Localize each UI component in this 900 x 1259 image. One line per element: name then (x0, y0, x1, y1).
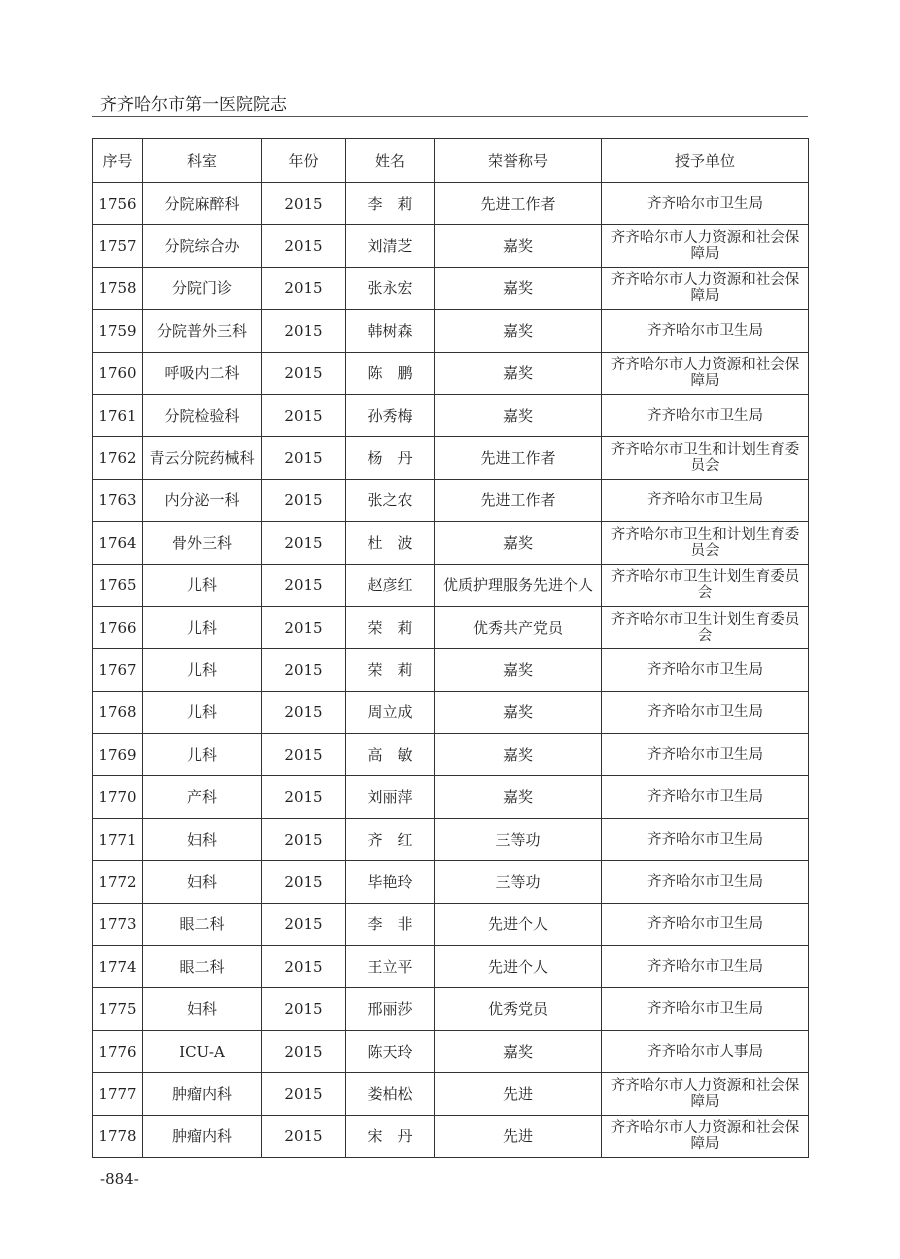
header-rule (92, 116, 808, 117)
cell-year: 2015 (262, 988, 346, 1030)
cell-year: 2015 (262, 310, 346, 352)
table-row (93, 394, 809, 436)
cell-name: 荣 莉 (346, 606, 435, 648)
cell-number: 1756 (93, 183, 143, 225)
table-row (93, 1115, 809, 1157)
cell-year: 2015 (262, 818, 346, 860)
cell-awarding-unit: 齐齐哈尔市卫生和计划生育委员会 (602, 437, 809, 479)
cell-awarding-unit: 齐齐哈尔市卫生局 (602, 818, 809, 860)
cell-year: 2015 (262, 1030, 346, 1072)
cell-honor: 先进个人 (435, 903, 602, 945)
cell-year: 2015 (262, 734, 346, 776)
cell-name: 刘清芝 (346, 225, 435, 267)
cell-number: 1760 (93, 352, 143, 394)
cell-name: 齐 红 (346, 818, 435, 860)
table-row (93, 606, 809, 648)
column-header-year: 年份 (262, 139, 346, 183)
cell-department: 分院普外三科 (143, 310, 262, 352)
table-row (93, 861, 809, 903)
column-header-honor: 荣誉称号 (435, 139, 602, 183)
cell-department: ICU-A (143, 1030, 262, 1072)
cell-year: 2015 (262, 903, 346, 945)
cell-name: 赵彦红 (346, 564, 435, 606)
cell-name: 李 莉 (346, 183, 435, 225)
cell-department: 妇科 (143, 818, 262, 860)
honors-table (92, 138, 809, 1158)
cell-number: 1777 (93, 1073, 143, 1115)
cell-awarding-unit: 齐齐哈尔市人事局 (602, 1030, 809, 1072)
cell-honor: 嘉奖 (435, 310, 602, 352)
cell-year: 2015 (262, 564, 346, 606)
cell-awarding-unit: 齐齐哈尔市人力资源和社会保障局 (602, 267, 809, 309)
cell-department: 儿科 (143, 691, 262, 733)
cell-honor: 先进 (435, 1073, 602, 1115)
cell-department: 青云分院药械科 (143, 437, 262, 479)
cell-name: 韩树森 (346, 310, 435, 352)
cell-year: 2015 (262, 861, 346, 903)
table-row (93, 776, 809, 818)
cell-number: 1772 (93, 861, 143, 903)
cell-name: 陈天玲 (346, 1030, 435, 1072)
cell-awarding-unit: 齐齐哈尔市人力资源和社会保障局 (602, 352, 809, 394)
cell-name: 荣 莉 (346, 649, 435, 691)
cell-number: 1757 (93, 225, 143, 267)
cell-honor: 优秀共产党员 (435, 606, 602, 648)
table-row (93, 818, 809, 860)
cell-name: 杨 丹 (346, 437, 435, 479)
cell-department: 分院麻醉科 (143, 183, 262, 225)
cell-awarding-unit: 齐齐哈尔市卫生局 (602, 776, 809, 818)
cell-year: 2015 (262, 691, 346, 733)
cell-awarding-unit: 齐齐哈尔市卫生局 (602, 691, 809, 733)
table-row (93, 734, 809, 776)
cell-name: 毕艳玲 (346, 861, 435, 903)
cell-name: 陈 鹏 (346, 352, 435, 394)
cell-honor: 先进工作者 (435, 479, 602, 521)
table-row (93, 522, 809, 564)
cell-department: 妇科 (143, 861, 262, 903)
column-header-number: 序号 (93, 139, 143, 183)
cell-awarding-unit: 齐齐哈尔市卫生局 (602, 988, 809, 1030)
cell-number: 1778 (93, 1115, 143, 1157)
cell-department: 儿科 (143, 734, 262, 776)
cell-awarding-unit: 齐齐哈尔市卫生局 (602, 394, 809, 436)
table-row (93, 225, 809, 267)
cell-name: 李 非 (346, 903, 435, 945)
table-body (93, 183, 809, 1158)
table-header-row (93, 139, 809, 183)
cell-awarding-unit: 齐齐哈尔市卫生和计划生育委员会 (602, 522, 809, 564)
table-row (93, 352, 809, 394)
cell-honor: 三等功 (435, 818, 602, 860)
cell-honor: 三等功 (435, 861, 602, 903)
cell-number: 1758 (93, 267, 143, 309)
cell-honor: 嘉奖 (435, 267, 602, 309)
cell-year: 2015 (262, 394, 346, 436)
cell-name: 张之农 (346, 479, 435, 521)
cell-number: 1766 (93, 606, 143, 648)
cell-year: 2015 (262, 352, 346, 394)
cell-department: 眼二科 (143, 903, 262, 945)
cell-name: 王立平 (346, 946, 435, 988)
cell-year: 2015 (262, 1073, 346, 1115)
cell-awarding-unit: 齐齐哈尔市卫生局 (602, 903, 809, 945)
cell-honor: 先进个人 (435, 946, 602, 988)
cell-name: 娄柏松 (346, 1073, 435, 1115)
column-header-name: 姓名 (346, 139, 435, 183)
cell-year: 2015 (262, 183, 346, 225)
table-row (93, 437, 809, 479)
cell-name: 杜 波 (346, 522, 435, 564)
cell-number: 1762 (93, 437, 143, 479)
cell-awarding-unit: 齐齐哈尔市人力资源和社会保障局 (602, 1115, 809, 1157)
cell-number: 1774 (93, 946, 143, 988)
cell-name: 邢丽莎 (346, 988, 435, 1030)
table-row (93, 1030, 809, 1072)
table-row (93, 988, 809, 1030)
table-row (93, 903, 809, 945)
cell-number: 1759 (93, 310, 143, 352)
cell-year: 2015 (262, 479, 346, 521)
cell-number: 1770 (93, 776, 143, 818)
cell-department: 肿瘤内科 (143, 1115, 262, 1157)
table-row (93, 564, 809, 606)
cell-honor: 先进工作者 (435, 437, 602, 479)
cell-name: 刘丽萍 (346, 776, 435, 818)
table-row (93, 267, 809, 309)
cell-awarding-unit: 齐齐哈尔市卫生局 (602, 310, 809, 352)
cell-year: 2015 (262, 437, 346, 479)
cell-department: 儿科 (143, 606, 262, 648)
cell-awarding-unit: 齐齐哈尔市卫生局 (602, 479, 809, 521)
table-row (93, 649, 809, 691)
cell-number: 1775 (93, 988, 143, 1030)
cell-name: 张永宏 (346, 267, 435, 309)
cell-honor: 先进工作者 (435, 183, 602, 225)
cell-honor: 嘉奖 (435, 522, 602, 564)
cell-awarding-unit: 齐齐哈尔市卫生局 (602, 861, 809, 903)
running-head-title: 齐齐哈尔市第一医院院志 (100, 95, 287, 115)
cell-number: 1771 (93, 818, 143, 860)
cell-number: 1765 (93, 564, 143, 606)
cell-year: 2015 (262, 649, 346, 691)
cell-department: 分院综合办 (143, 225, 262, 267)
cell-number: 1764 (93, 522, 143, 564)
cell-honor: 嘉奖 (435, 776, 602, 818)
cell-year: 2015 (262, 776, 346, 818)
cell-department: 妇科 (143, 988, 262, 1030)
column-header-department: 科室 (143, 139, 262, 183)
cell-honor: 嘉奖 (435, 734, 602, 776)
cell-awarding-unit: 齐齐哈尔市人力资源和社会保障局 (602, 1073, 809, 1115)
cell-awarding-unit: 齐齐哈尔市卫生局 (602, 183, 809, 225)
cell-honor: 嘉奖 (435, 394, 602, 436)
cell-department: 骨外三科 (143, 522, 262, 564)
cell-name: 孙秀梅 (346, 394, 435, 436)
cell-year: 2015 (262, 267, 346, 309)
cell-name: 周立成 (346, 691, 435, 733)
cell-honor: 嘉奖 (435, 225, 602, 267)
cell-number: 1763 (93, 479, 143, 521)
table-row (93, 1073, 809, 1115)
cell-name: 宋 丹 (346, 1115, 435, 1157)
cell-department: 眼二科 (143, 946, 262, 988)
cell-honor: 嘉奖 (435, 691, 602, 733)
cell-number: 1776 (93, 1030, 143, 1072)
cell-awarding-unit: 齐齐哈尔市人力资源和社会保障局 (602, 225, 809, 267)
table-row (93, 183, 809, 225)
table-row (93, 691, 809, 733)
cell-year: 2015 (262, 1115, 346, 1157)
cell-department: 内分泌一科 (143, 479, 262, 521)
cell-year: 2015 (262, 522, 346, 564)
cell-number: 1761 (93, 394, 143, 436)
cell-honor: 嘉奖 (435, 649, 602, 691)
table-row (93, 946, 809, 988)
cell-department: 肿瘤内科 (143, 1073, 262, 1115)
column-header-awarding-unit: 授予单位 (602, 139, 809, 183)
table-row (93, 310, 809, 352)
cell-awarding-unit: 齐齐哈尔市卫生局 (602, 734, 809, 776)
cell-awarding-unit: 齐齐哈尔市卫生局 (602, 649, 809, 691)
cell-year: 2015 (262, 225, 346, 267)
cell-honor: 先进 (435, 1115, 602, 1157)
cell-honor: 嘉奖 (435, 1030, 602, 1072)
cell-year: 2015 (262, 606, 346, 648)
table-row (93, 479, 809, 521)
cell-department: 产科 (143, 776, 262, 818)
cell-awarding-unit: 齐齐哈尔市卫生计划生育委员会 (602, 564, 809, 606)
cell-department: 儿科 (143, 564, 262, 606)
cell-number: 1767 (93, 649, 143, 691)
cell-honor: 优质护理服务先进个人 (435, 564, 602, 606)
cell-department: 分院门诊 (143, 267, 262, 309)
cell-number: 1769 (93, 734, 143, 776)
cell-department: 呼吸内二科 (143, 352, 262, 394)
cell-number: 1768 (93, 691, 143, 733)
cell-awarding-unit: 齐齐哈尔市卫生局 (602, 946, 809, 988)
cell-honor: 优秀党员 (435, 988, 602, 1030)
cell-awarding-unit: 齐齐哈尔市卫生计划生育委员会 (602, 606, 809, 648)
cell-name: 高 敏 (346, 734, 435, 776)
cell-number: 1773 (93, 903, 143, 945)
cell-honor: 嘉奖 (435, 352, 602, 394)
cell-department: 分院检验科 (143, 394, 262, 436)
cell-year: 2015 (262, 946, 346, 988)
cell-department: 儿科 (143, 649, 262, 691)
page-number: -884- (100, 1170, 139, 1188)
